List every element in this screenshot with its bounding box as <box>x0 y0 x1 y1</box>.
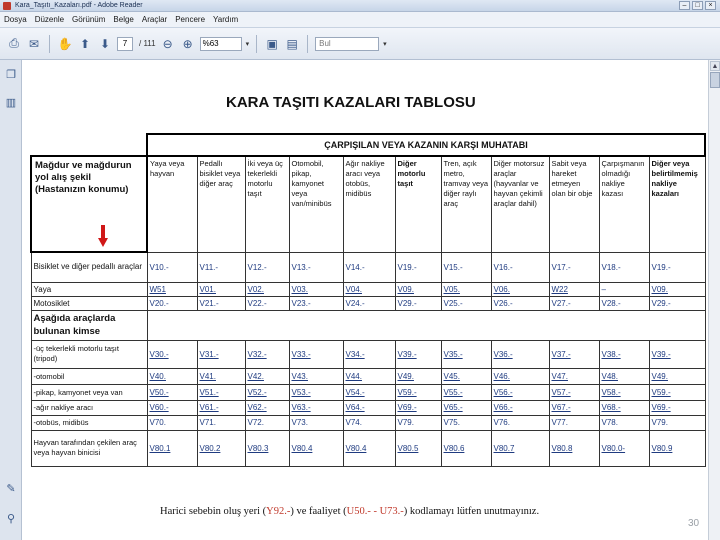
code-cell: V74. <box>343 415 395 430</box>
zoom-out-icon[interactable]: ⊖ <box>162 36 173 51</box>
table-row <box>31 282 705 296</box>
arrow-down-icon[interactable]: ⬇ <box>99 36 111 51</box>
zoom-in-icon[interactable]: ⊕ <box>182 36 193 51</box>
zoom-level-input[interactable]: %63 <box>200 37 242 51</box>
toolbar-divider <box>49 35 50 53</box>
code-cell: W22 <box>549 282 599 296</box>
code-cell: V37.- <box>549 340 599 368</box>
column-header-row <box>31 156 705 252</box>
code-cell: V52.- <box>245 384 289 400</box>
document-title: KARA TAŞITI KAZALARI TABLOSU <box>226 94 476 111</box>
footnote-prefix: Harici sebebin oluş yeri ( <box>160 506 267 517</box>
section-empty-cell <box>147 310 705 340</box>
code-cell: V03. <box>289 282 343 296</box>
column-header: Diğer veya belirtilmemiş nakliye kazaları <box>649 156 705 252</box>
code-cell: V09. <box>395 282 441 296</box>
column-header: İki veya üç tekerlekli motorlu taşıt <box>245 156 289 252</box>
code-cell: V33.- <box>289 340 343 368</box>
code-cell: V46. <box>491 368 549 384</box>
code-cell: V80.0- <box>599 430 649 466</box>
code-cell: V57.- <box>549 384 599 400</box>
page-count: / 111 <box>139 39 156 48</box>
code-cell: V36.- <box>491 340 549 368</box>
code-cell: V22.- <box>245 296 289 310</box>
code-cell: V77. <box>549 415 599 430</box>
code-cell: V79. <box>395 415 441 430</box>
code-cell: V59.- <box>395 384 441 400</box>
menu-bar <box>0 12 720 28</box>
paperclip-icon[interactable]: ⚲ <box>6 513 16 525</box>
code-cell: V31.- <box>197 340 245 368</box>
menu-gorunum[interactable]: Görünüm <box>72 15 106 24</box>
window-controls <box>679 1 716 10</box>
menu-dosya[interactable]: Dosya <box>4 15 27 24</box>
scroll-up-icon[interactable]: ▲ <box>711 63 719 70</box>
row-label: Bisiklet ve diğer pedallı araçlar <box>31 252 147 282</box>
footnote-code-activity: U50.- - U73.- <box>346 506 404 517</box>
code-cell: V15.- <box>441 252 491 282</box>
code-cell: V20.- <box>147 296 197 310</box>
table-row <box>31 340 705 368</box>
row-label: -otobüs, midibüs <box>31 415 147 430</box>
code-cell: V30.- <box>147 340 197 368</box>
window-titlebar <box>0 0 720 12</box>
code-cell: V02. <box>245 282 289 296</box>
save-icon[interactable]: ▣ <box>266 36 278 51</box>
code-cell: V29.- <box>395 296 441 310</box>
table-row <box>31 400 705 415</box>
accident-code-table <box>30 133 706 467</box>
table-row <box>31 368 705 384</box>
code-cell: V32.- <box>245 340 289 368</box>
footnote-suffix: ) kodlamayı lütfen unutmayınız. <box>403 506 540 517</box>
code-cell: V51.- <box>197 384 245 400</box>
row-label: Yaya <box>31 282 147 296</box>
minimize-button[interactable]: – <box>679 1 690 10</box>
row-label: Motosiklet <box>31 296 147 310</box>
code-cell: V63.- <box>289 400 343 415</box>
code-cell: V42. <box>245 368 289 384</box>
code-cell: V13.- <box>289 252 343 282</box>
code-cell: V61.- <box>197 400 245 415</box>
code-cell: V65.- <box>441 400 491 415</box>
pages-icon[interactable]: ❐ <box>6 69 16 81</box>
code-cell: V21.- <box>197 296 245 310</box>
corner-header <box>31 156 147 252</box>
adobe-reader-icon <box>3 2 11 10</box>
column-header: Pedallı bisiklet veya diğer araç <box>197 156 245 252</box>
footnote-middle: ) ve faaliyet ( <box>290 506 347 517</box>
code-cell: V01. <box>197 282 245 296</box>
code-cell: V47. <box>549 368 599 384</box>
code-cell: V49. <box>649 368 705 384</box>
code-cell: V12.- <box>245 252 289 282</box>
code-cell: V59.- <box>649 384 705 400</box>
code-cell: V80.1 <box>147 430 197 466</box>
menu-araclar[interactable]: Araçlar <box>141 15 168 24</box>
code-cell: V10.- <box>147 252 197 282</box>
code-cell: V80.7 <box>491 430 549 466</box>
table-row <box>31 384 705 400</box>
code-cell: V26.- <box>491 296 549 310</box>
code-cell: V17.- <box>549 252 599 282</box>
code-cell: V66.- <box>491 400 549 415</box>
code-cell: V48. <box>599 368 649 384</box>
code-cell: V75. <box>441 415 491 430</box>
code-cell: V14.- <box>343 252 395 282</box>
code-cell: V39.- <box>649 340 705 368</box>
menu-belge[interactable]: Belge <box>113 15 134 24</box>
code-cell: V72. <box>245 415 289 430</box>
column-header: Sabit veya hareket etmeyen olan bir obje <box>549 156 599 252</box>
menu-yardim[interactable]: Yardım <box>213 15 239 24</box>
row-label: -otomobil <box>31 368 147 384</box>
code-cell: V73. <box>289 415 343 430</box>
code-cell: V68.- <box>599 400 649 415</box>
vertical-scrollbar[interactable] <box>708 60 720 540</box>
column-header: Tren, açık metro, tramvay veya diğer raylı araç <box>441 156 491 252</box>
email-icon[interactable]: ✉ <box>28 36 40 51</box>
find-dropdown-icon[interactable]: ▾ <box>383 40 387 48</box>
page-number-input[interactable]: 7 <box>117 37 133 51</box>
code-cell: V23.- <box>289 296 343 310</box>
navigation-pane <box>0 60 22 540</box>
code-cell: V49. <box>395 368 441 384</box>
code-cell: V53.- <box>289 384 343 400</box>
code-cell: V04. <box>343 282 395 296</box>
code-cell: V55.- <box>441 384 491 400</box>
code-cell: V34.- <box>343 340 395 368</box>
code-cell: V80.2 <box>197 430 245 466</box>
code-cell: V69.- <box>395 400 441 415</box>
code-cell: V80.4 <box>343 430 395 466</box>
code-cell: V56.- <box>491 384 549 400</box>
menu-duzenle[interactable]: Düzenle <box>34 15 65 24</box>
code-cell: V76. <box>491 415 549 430</box>
fit-page-icon[interactable]: ▤ <box>286 36 298 51</box>
table-row <box>31 430 705 466</box>
slide-page-number: 30 <box>688 518 700 529</box>
column-header: Otomobil, pikap, kamyonet veya van/minibüs <box>289 156 343 252</box>
arrow-up-icon[interactable]: ⬆ <box>79 36 91 51</box>
close-button[interactable]: × <box>705 1 716 10</box>
code-cell: V80.6 <box>441 430 491 466</box>
code-cell: V80.9 <box>649 430 705 466</box>
code-cell: V06. <box>491 282 549 296</box>
code-cell: V64.- <box>343 400 395 415</box>
code-cell: V09. <box>649 282 705 296</box>
column-header: Ağır nakliye aracı veya otobüs, midibüs <box>343 156 395 252</box>
toolbar-divider <box>307 35 308 53</box>
code-cell: V27.- <box>549 296 599 310</box>
row-label: -ağır nakliye aracı <box>31 400 147 415</box>
code-cell: V40. <box>147 368 197 384</box>
down-arrow-icon <box>98 225 108 247</box>
attachments-icon[interactable]: ▥ <box>5 97 17 109</box>
code-cell: V70. <box>147 415 197 430</box>
code-cell: V45. <box>441 368 491 384</box>
code-cell: V69.- <box>649 400 705 415</box>
code-cell: V78. <box>599 415 649 430</box>
corner-header-label: Mağdur ve mağdurun yol alış şekil (Hastanızın konumu) <box>35 160 132 195</box>
hand-icon[interactable]: ✋ <box>57 36 73 51</box>
table-top-header: ÇARPIŞILAN VEYA KAZANIN KARŞI MUHATABI <box>147 134 705 156</box>
table-empty-cell <box>31 134 147 156</box>
row-label: Hayvan tarafından çekilen araç veya hayvan binicisi <box>31 430 147 466</box>
code-cell: V54.- <box>343 384 395 400</box>
code-cell: V38.- <box>599 340 649 368</box>
footnote <box>160 506 539 517</box>
row-label: -üç tekerlekli motorlu taşıt (tripod) <box>31 340 147 368</box>
code-cell: V35.- <box>441 340 491 368</box>
code-cell: V67.- <box>549 400 599 415</box>
code-cell: V79. <box>649 415 705 430</box>
column-header: Diğer motorlu taşıt <box>395 156 441 252</box>
window-title: Kara_Taşıtı_Kazaları.pdf - Adobe Reader <box>15 2 143 9</box>
code-cell: V28.- <box>599 296 649 310</box>
code-cell: V80.5 <box>395 430 441 466</box>
code-cell: V60.- <box>147 400 197 415</box>
footnote-code-location: Y92.- <box>266 506 291 517</box>
code-cell: V29.- <box>649 296 705 310</box>
scrollbar-thumb[interactable] <box>710 72 720 88</box>
zoom-dropdown-icon[interactable]: ▾ <box>245 40 250 48</box>
column-header: Çarpışmanın olmadığı nakliye kazası <box>599 156 649 252</box>
code-cell: V39.- <box>395 340 441 368</box>
column-header: Yaya veya hayvan <box>147 156 197 252</box>
column-header: Diğer motorsuz araçlar (hayvanlar ve hayvan çekimli araçlar dahil) <box>491 156 549 252</box>
maximize-button[interactable]: □ <box>692 1 703 10</box>
code-cell: V80.3 <box>245 430 289 466</box>
code-cell: V43. <box>289 368 343 384</box>
code-cell: V25.- <box>441 296 491 310</box>
code-cell: V19.- <box>649 252 705 282</box>
code-cell: V19.- <box>395 252 441 282</box>
code-cell: V62.- <box>245 400 289 415</box>
table-row <box>31 252 705 282</box>
code-cell: V41. <box>197 368 245 384</box>
code-cell: V50.- <box>147 384 197 400</box>
code-cell: V80.4 <box>289 430 343 466</box>
section-row <box>31 310 705 340</box>
code-cell: V24.- <box>343 296 395 310</box>
code-cell: V80.8 <box>549 430 599 466</box>
comment-icon[interactable]: ✎ <box>6 483 16 495</box>
code-cell: V58.- <box>599 384 649 400</box>
code-cell: V11.- <box>197 252 245 282</box>
print-icon[interactable]: ⎙ <box>9 36 19 50</box>
code-cell: – <box>599 282 649 296</box>
menu-pencere[interactable]: Pencere <box>175 15 206 24</box>
section-label: Aşağıda araçlarda bulunan kimse <box>31 310 147 340</box>
code-cell: V18.- <box>599 252 649 282</box>
table-row <box>31 415 705 430</box>
toolbar-divider <box>256 35 257 53</box>
toolbar <box>0 28 720 60</box>
row-label: -pikap, kamyonet veya van <box>31 384 147 400</box>
code-cell: V16.- <box>491 252 549 282</box>
table-row <box>31 296 705 310</box>
find-input[interactable]: Bul <box>315 37 379 51</box>
code-cell: V44. <box>343 368 395 384</box>
table-top-header-row <box>31 134 705 156</box>
code-cell: W51 <box>147 282 197 296</box>
code-cell: V71. <box>197 415 245 430</box>
code-cell: V05. <box>441 282 491 296</box>
